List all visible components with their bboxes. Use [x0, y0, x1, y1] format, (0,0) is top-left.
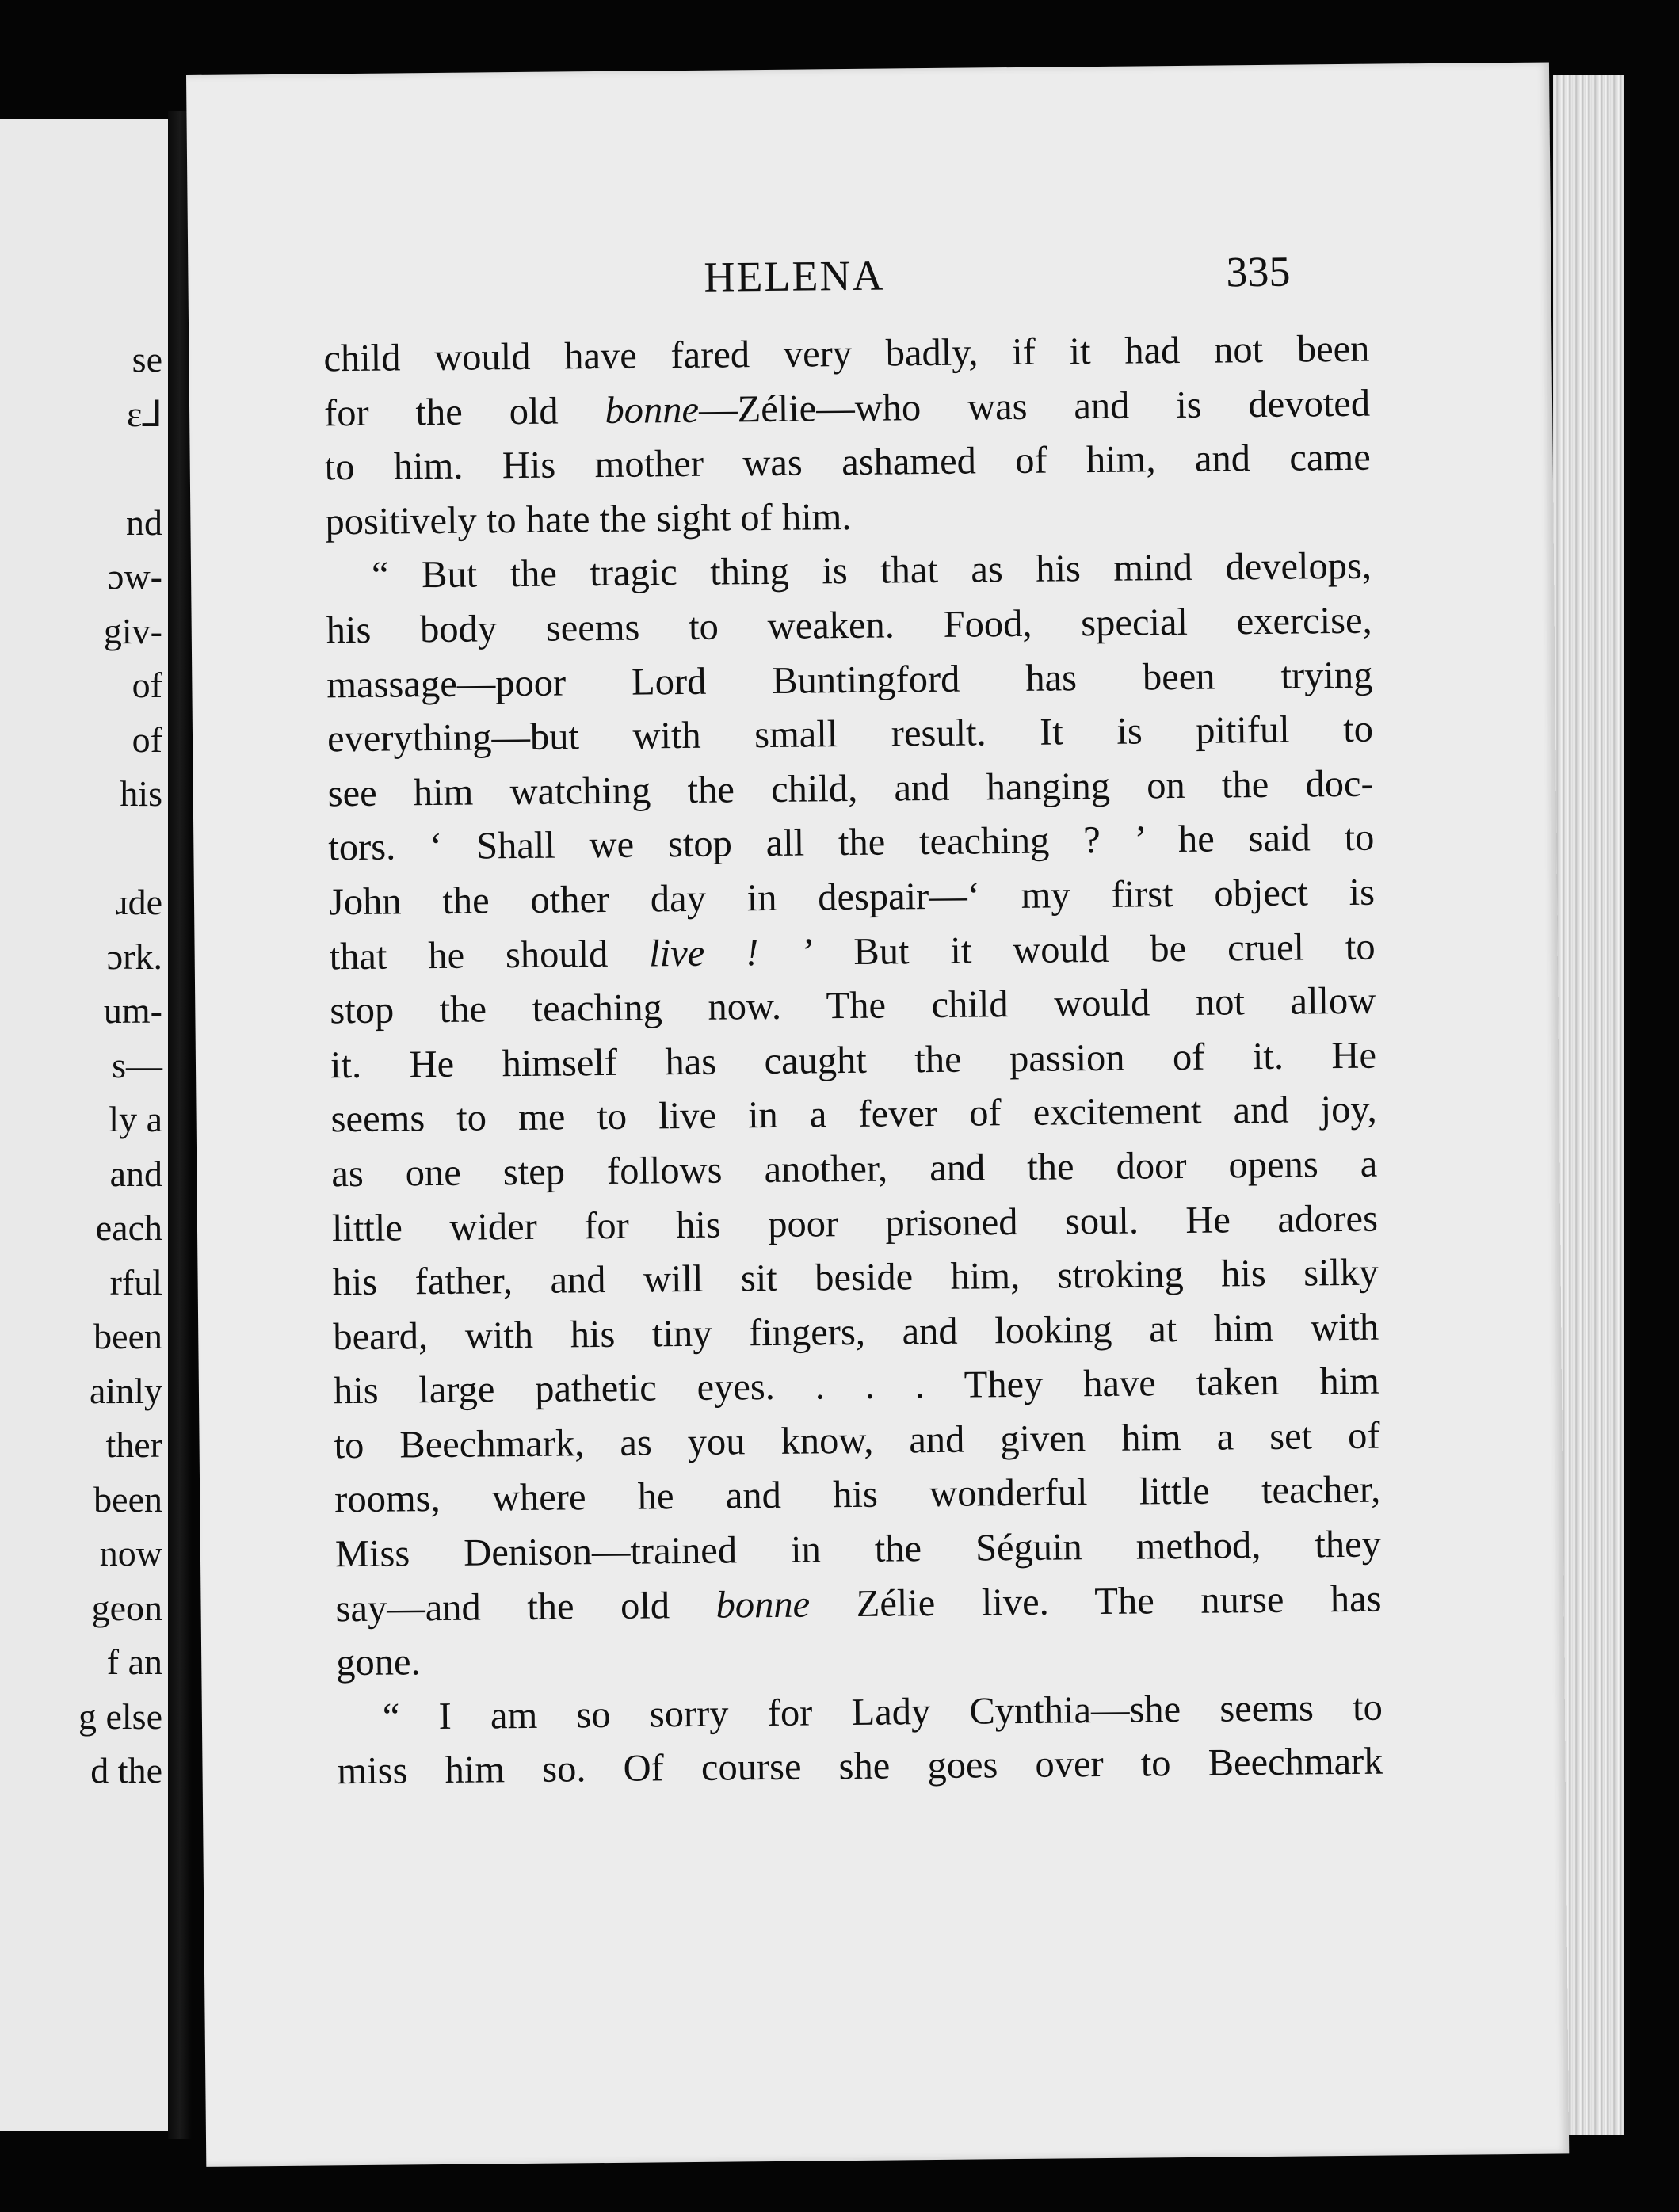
- left-fragment: of: [132, 665, 162, 705]
- text-line: to him. His mother was ashamed of him, and came: [324, 436, 1371, 489]
- text-line: positively to hate the sight of him.: [325, 495, 852, 543]
- text-line: little wider for his poor prisoned soul. He adores: [331, 1197, 1379, 1249]
- italic-word: bonne: [715, 1583, 811, 1627]
- text-line: Miss Denison—trained in the Séguin method, they: [334, 1523, 1382, 1576]
- left-fragment: [0, 822, 162, 876]
- left-page-text-fragments: [0, 333, 162, 1798]
- text-line: [329, 920, 1376, 984]
- text-line: to Beechmark, as you know, and given him a set of: [334, 1414, 1380, 1467]
- left-fragment: s—: [112, 1044, 162, 1085]
- left-fragment: ainly: [90, 1370, 162, 1411]
- text-run: But it would be cruel to: [812, 925, 1376, 973]
- text-line: “ But the tragic thing is that as his mind develops,: [371, 545, 1372, 597]
- left-fragment: geon: [91, 1587, 162, 1628]
- left-fragment: ɹde: [116, 882, 162, 922]
- text-run: that he should: [329, 932, 650, 978]
- text-run: say—and the old: [335, 1584, 716, 1630]
- text-line: gone.: [335, 1641, 421, 1684]
- italic-word: bonne: [605, 388, 700, 432]
- text-line: child would have fared very badly, if it had not been: [323, 327, 1370, 380]
- left-fragment: giv-: [103, 610, 162, 651]
- text-line: “ I am so sorry for Lady Cynthia—she seems to: [382, 1686, 1383, 1738]
- left-page: [0, 119, 168, 2131]
- left-fragment: g else: [78, 1695, 162, 1737]
- text-run: Zélie live. The nurse has: [809, 1577, 1382, 1626]
- italic-word: live ! ’: [649, 930, 813, 974]
- text-line: it. He himself has caught the passion of it. He: [330, 1034, 1377, 1087]
- text-line: as one step follows another, and the door opens a: [331, 1142, 1378, 1196]
- left-fragment: ther: [105, 1424, 162, 1465]
- text-line: seems to me to live in a fever of excitement and joy,: [330, 1088, 1377, 1141]
- text-line: miss him so. Of course she goes over to Beechmark: [337, 1741, 1383, 1793]
- text-line: tors. ‘ Shall we stop all the teaching ? ’ he said to: [328, 816, 1375, 869]
- left-fragment: and: [109, 1153, 162, 1194]
- running-title: HELENA: [704, 251, 885, 301]
- text-line: his large pathetic eyes. . . . They have taken him: [333, 1360, 1380, 1413]
- left-fragment: of: [132, 719, 162, 760]
- text-line: rooms, where he and his wonderful little teacher,: [334, 1469, 1381, 1521]
- left-fragment: se: [132, 339, 162, 379]
- left-fragment: been: [93, 1478, 162, 1520]
- page-header: [188, 244, 1551, 321]
- left-fragment: ɔrk.: [106, 936, 162, 977]
- book-gutter: [168, 111, 192, 2139]
- left-fragment: each: [95, 1207, 162, 1248]
- left-fragment: his: [120, 773, 162, 814]
- text-line: stop the teaching now. The child would not allow: [330, 979, 1376, 1032]
- text-line: [335, 1572, 1382, 1636]
- text-run: for the old: [323, 389, 605, 434]
- body-text: [323, 322, 1383, 1800]
- text-line: [324, 376, 1371, 440]
- text-line: John the other day in despair—‘ my first object is: [328, 871, 1376, 924]
- text-line: see him watching the child, and hanging on the doc-: [327, 762, 1374, 815]
- left-fragment: been: [93, 1316, 162, 1356]
- text-run: —Zélie—who was and is devoted: [698, 382, 1371, 431]
- left-fragment: [0, 441, 162, 496]
- left-fragment: f an: [106, 1642, 162, 1682]
- text-line: his father, and will sit beside him, stroking his silky: [332, 1251, 1379, 1304]
- text-line: massage—poor Lord Buntingford has been trying: [326, 654, 1373, 706]
- right-page: [186, 62, 1569, 2166]
- left-fragment: ly a: [109, 1099, 162, 1139]
- text-line: everything—but with small result. It is pitiful to: [326, 707, 1374, 761]
- page-number: 335: [1226, 247, 1291, 296]
- left-fragment: d the: [90, 1750, 162, 1791]
- text-line: beard, with his tiny fingers, and looking at him with: [333, 1306, 1379, 1358]
- left-fragment: um-: [103, 990, 162, 1031]
- left-fragment: rful: [109, 1261, 162, 1302]
- text-line: his body seems to weaken. Food, special exercise,: [326, 599, 1372, 652]
- left-fragment: nd: [126, 502, 162, 543]
- left-fragment: ɔw-: [108, 556, 162, 597]
- left-fragment: now: [99, 1533, 162, 1573]
- left-fragment: ɛ⅃: [127, 393, 162, 434]
